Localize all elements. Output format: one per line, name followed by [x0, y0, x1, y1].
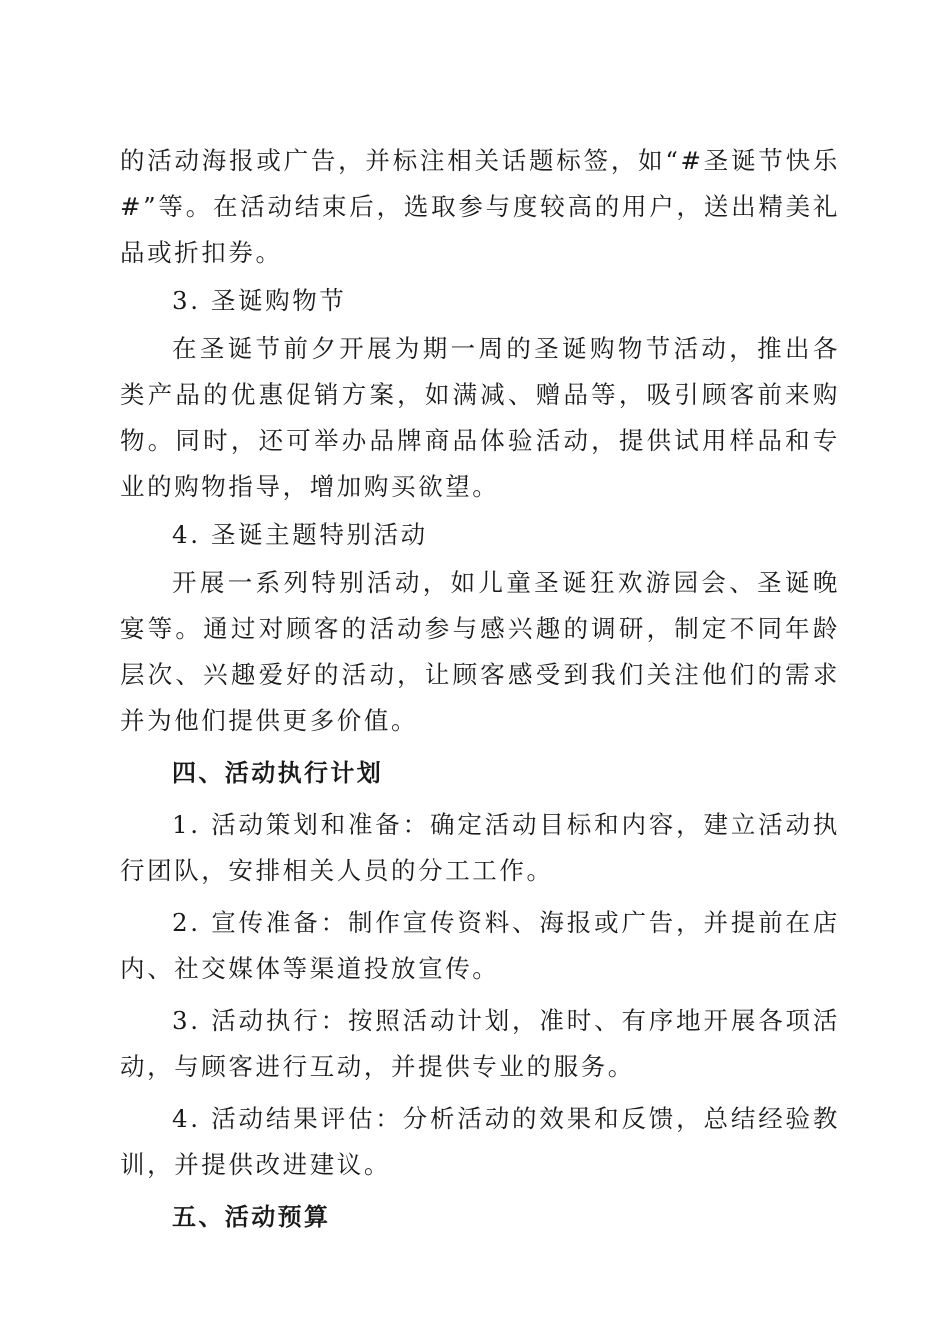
- paragraph-christmas-shopping: 在圣诞节前夕开展为期一周的圣诞购物节活动，推出各类产品的优惠促销方案，如满减、赠品等，吸引顾客前来购物。同时，还可举办品牌商品体验活动，提供试用样品和专业的购物指导，增加购买欲望。: [120, 334, 840, 501]
- heading-execution-plan: 四、活动执行计划: [172, 759, 384, 787]
- paragraph-plan-step-3: 3. 活动执行：按照活动计划，准时、有序地开展各项活动，与顾客进行互动，并提供专业的服务。: [120, 1006, 840, 1081]
- heading-budget: 五、活动预算: [172, 1203, 331, 1231]
- paragraph-promo-continuation: 的活动海报或广告，并标注相关话题标签，如“#圣诞节快乐#”等。在活动结束后，选取参与度较高的用户，送出精美礼品或折扣券。: [120, 146, 840, 267]
- paragraph-plan-step-4: 4. 活动结果评估：分析活动的效果和反馈，总结经验教训，并提供改进建议。: [120, 1104, 840, 1179]
- subheading-christmas-shopping: 3. 圣诞购物节: [172, 286, 347, 315]
- paragraph-plan-step-1: 1. 活动策划和准备：确定活动目标和内容，建立活动执行团队，安排相关人员的分工工作。: [120, 810, 840, 885]
- paragraph-special-events: 开展一系列特别活动，如儿童圣诞狂欢游园会、圣诞晚宴等。通过对顾客的活动参与感兴趣的调研，制定不同年龄层次、兴趣爱好的活动，让顾客感受到我们关注他们的需求并为他们提供更多价值。: [120, 568, 840, 735]
- paragraph-plan-step-2: 2. 宣传准备：制作宣传资料、海报或广告，并提前在店内、社交媒体等渠道投放宣传。: [120, 908, 840, 983]
- subheading-special-events: 4. 圣诞主题特别活动: [172, 520, 428, 549]
- document-body: [120, 138, 840, 1240]
